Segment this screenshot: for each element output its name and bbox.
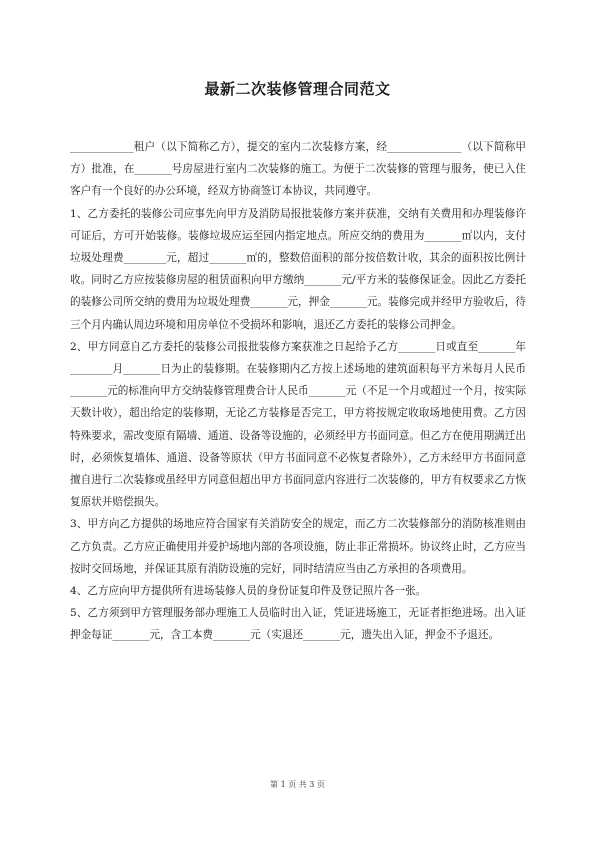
clause-4-paragraph: 4、乙方应向甲方提供所有进场装修人员的身份证复印件及登记照片各一张。	[70, 585, 427, 598]
clause-1-paragraph: 1、乙方委托的装修公司应事先向甲方及消防局报批装修方案并获准，交纳有关费用和办理装修许可证后，方可开始装修。装修垃圾应运至园内指定地点。所应交纳的费用为_______㎡以内，支付垃圾处理费________元，超过_______㎡的，整数倍面积的部分按倍数计收，其余的面积按比例计收。同时乙方应按装修房屋的租赁面积向甲方缴纳_______元/平方米的装修保证金。因此乙方委托的装修公司所交纳的费用为垃圾处理费_______元，押金_______元。装修完成并经甲方验收后，待三个月内确认周边环境和用房单位不受损坏和影响，退还乙方委托的装修公司押金。	[70, 207, 526, 331]
intro-paragraph: ____________租户（以下简称乙方），提交的室内二次装修方案，经______________（以下简称甲方）批准，在_______号房屋进行室内二次装修的施工。为便于二次装修的管理与服务，使已入住客户有一个良好的办公环境，经双方协商签订本协议，共同遵守。	[70, 141, 526, 198]
clause-2-paragraph: 2、甲方同意自乙方委托的装修公司报批装修方案获准之日起给予乙方_______日或直至_______年________月_______日为止的装修期。在装修期内乙方按上述场地的建筑面积每平方米每月人民币_______元的标准向甲方交纳装修管理费合计人民币_______元（不足一个月或超过一个月，按实际天数计收），超出给定的装修期，无论乙方装修是否完工，甲方将按规定收取场地使用费。乙方因特殊要求，需改变原有隔墙、通道、设备等设施的，必须经甲方书面同意。但乙方在使用期满迁出时，必须恢复墙体、通道、设备等原状（甲方书面同意不必恢复者除外），乙方未经甲方书面同意擅自进行二次装修或虽经甲方同意但超出甲方书面同意内容进行二次装修的，甲方有权要求乙方恢复原状并赔偿损失。	[70, 340, 526, 509]
clause-5-paragraph: 5、乙方须到甲方管理服务部办理施工人员临时出入证，凭证进场施工，无证者拒绝进场。出入证押金每证_______元，含工本费_______元（实退还_______元，遗失出入证，押金不予退还。	[70, 607, 526, 642]
clause-3-paragraph: 3、甲方向乙方提供的场地应符合国家有关消防安全的规定，而乙方二次装修部分的消防核准则由乙方负责。乙方应正确使用并爱护场地内部的各项设施，防止非正常损坏。协议终止时，乙方应当按时交回场地，并保证其原有消防设施的完好，同时结清应当由乙方承担的各项费用。	[70, 518, 526, 575]
page-number-footer: 第 1 页 共 3 页	[270, 780, 325, 789]
document-body	[70, 136, 526, 647]
document-title: 最新二次装修管理合同范文	[204, 80, 391, 98]
